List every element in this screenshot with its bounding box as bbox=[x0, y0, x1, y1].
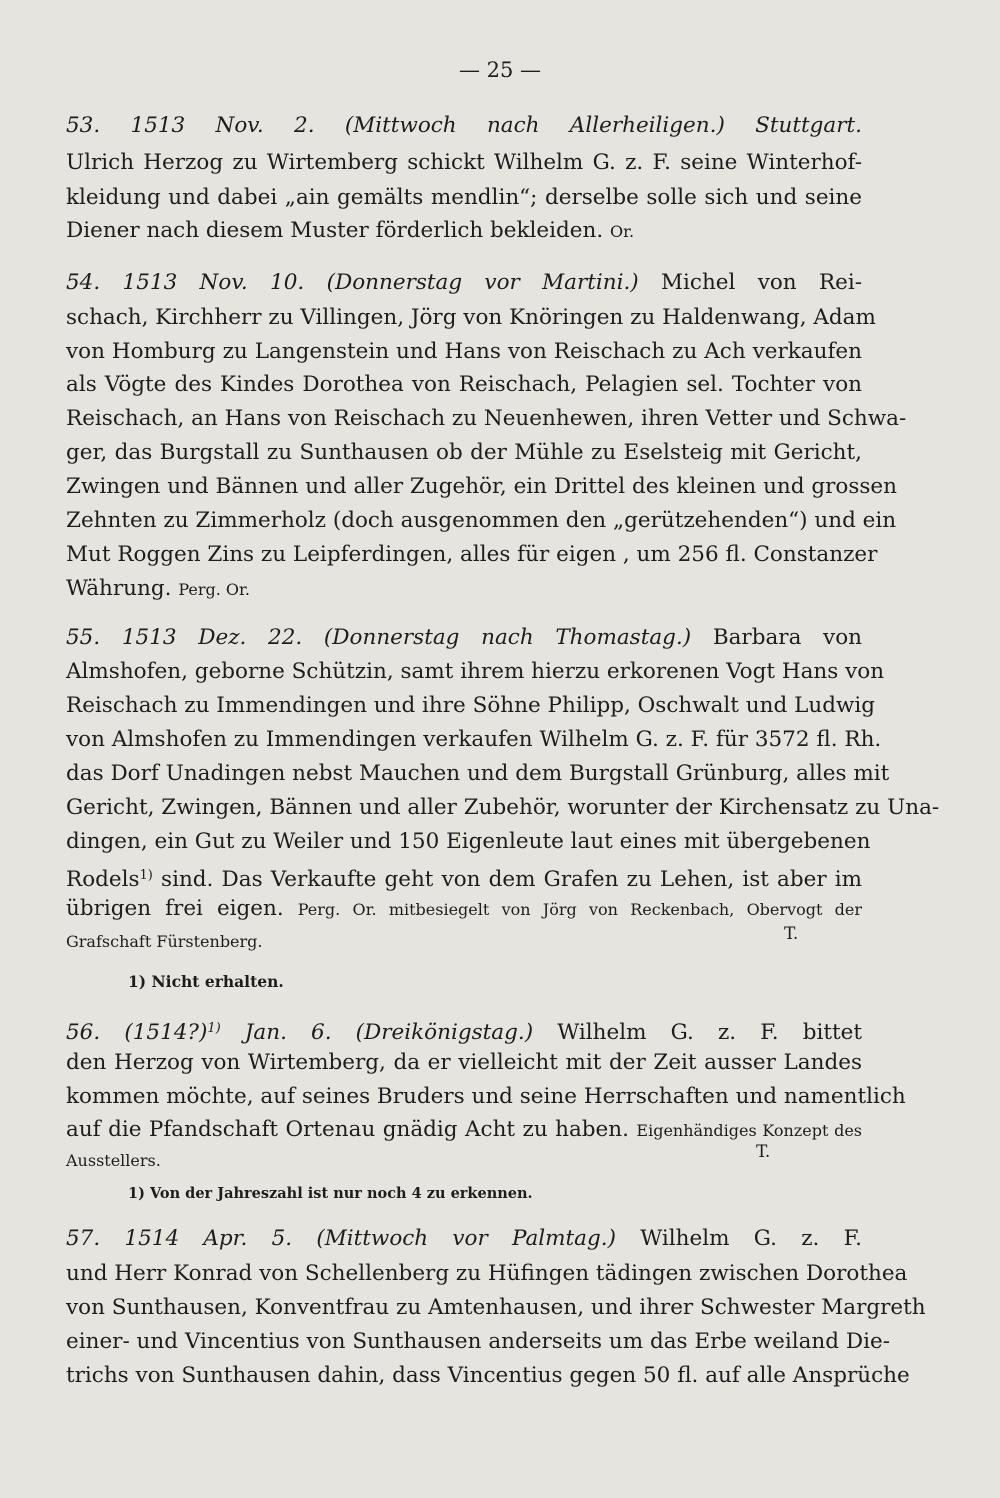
entry-text: Michel von Rei- bbox=[661, 270, 863, 295]
text-line: von Homburg zu Langenstein und Hans von Reischach zu Ach verkaufen bbox=[66, 339, 862, 364]
text-line: trichs von Sunthausen dahin, dass Vincentius gegen 50 fl. auf alle Ansprüche bbox=[66, 1363, 910, 1388]
source-note: Ausstellers. bbox=[66, 1151, 161, 1170]
footnote-ref: 1) bbox=[139, 868, 153, 883]
text-line: schach, Kirchherr zu Villingen, Jörg von Knöringen zu Haldenwang, Adam bbox=[66, 305, 876, 330]
entry-feastday: (Mittwoch vor Palmtag.) bbox=[316, 1226, 616, 1251]
entry-date-day: Jan. 6. bbox=[244, 1020, 332, 1045]
text-line: als Vögte des Kindes Dorothea von Reischach, Pelagien sel. Tochter von bbox=[66, 372, 862, 397]
entry-date: 1513 Nov. 2. bbox=[130, 113, 315, 138]
text-line: von Sunthausen, Konventfrau zu Amtenhausen, und ihrer Schwester Margreth bbox=[66, 1295, 926, 1320]
text-line: einer- und Vincentius von Sunthausen anderseits um das Erbe weiland Die- bbox=[66, 1329, 890, 1354]
text-line: übrigen frei eigen. Perg. Or. mitbesiegelt von Jörg von Reckenbach, Obervogt der bbox=[66, 896, 863, 921]
entry-text: Wilhelm G. z. F. bbox=[640, 1226, 862, 1251]
entry-55-heading bbox=[66, 623, 862, 653]
entry-text: Barbara von bbox=[712, 625, 862, 650]
text-line: kommen möchte, auf seines Bruders und seine Herrschaften und namentlich bbox=[66, 1084, 906, 1109]
text-line: Währung. Perg. Or. bbox=[66, 576, 250, 601]
source-note: Eigenhändiges Konzept des bbox=[636, 1121, 862, 1140]
entry-place: Stuttgart. bbox=[755, 113, 862, 138]
text-line: auf die Pfandschaft Ortenau gnädig Acht zu haben. Eigenhändiges Konzept des bbox=[66, 1117, 862, 1142]
text-line: Rodels$^{1)}$ sind. Das Verkaufte geht von dem Grafen zu Lehen, ist aber im bbox=[66, 867, 863, 892]
entry-57-heading bbox=[66, 1224, 862, 1254]
text-line: kleidung und dabei „ain gemälts mendlin“; derselbe solle sich und seine bbox=[66, 185, 862, 210]
text-line: den Herzog von Wirtemberg, da er vielleicht mit der Zeit ausser Landes bbox=[66, 1050, 862, 1075]
text-line: Zwingen und Bännen und aller Zugehör, ein Drittel des kleinen und grossen bbox=[66, 474, 897, 499]
entry-56-heading bbox=[66, 1014, 862, 1048]
entry-date: (1514?)$^{1)}$ bbox=[124, 1020, 221, 1045]
entry-feastday: (Mittwoch nach Allerheiligen.) bbox=[344, 113, 725, 138]
mark-t: T. bbox=[784, 924, 799, 944]
text-line: Ulrich Herzog zu Wirtemberg schickt Wilhelm G. z. F. seine Winterhof- bbox=[66, 150, 862, 175]
entry-date: 1513 Dez. 22. bbox=[121, 625, 303, 650]
text-line: Almshofen, geborne Schützin, samt ihrem hierzu erkorenen Vogt Hans von bbox=[66, 659, 885, 684]
source-note: Or. bbox=[610, 222, 635, 241]
entry-54-heading bbox=[66, 268, 862, 298]
text-line: das Dorf Unadingen nebst Mauchen und dem Burgstall Grünburg, alles mit bbox=[66, 761, 890, 786]
entry-feastday: (Donnerstag vor Martini.) bbox=[326, 270, 639, 295]
entry-number: 53. bbox=[66, 113, 101, 138]
footnote: 1) Von der Jahreszahl ist nur noch 4 zu erkennen. bbox=[128, 1185, 533, 1202]
text-line: Diener nach diesem Muster förderlich bekleiden. Or. bbox=[66, 218, 635, 243]
page-number: — 25 — bbox=[458, 58, 542, 82]
entry-date: 1514 Apr. 5. bbox=[124, 1226, 293, 1251]
entry-53-heading bbox=[66, 111, 862, 141]
text-line: ger, das Burgstall zu Sunthausen ob der Mühle zu Eselsteig mit Gericht, bbox=[66, 440, 862, 465]
source-note: Grafschaft Fürstenberg. bbox=[66, 932, 263, 951]
entry-number: 54. bbox=[66, 270, 101, 295]
text-line: Mut Roggen Zins zu Leipferdingen, alles für eigen , um 256 fl. Constanzer bbox=[66, 542, 878, 567]
text-line: von Almshofen zu Immendingen verkaufen Wilhelm G. z. F. für 3572 fl. Rh. bbox=[66, 727, 882, 752]
entry-text: Wilhelm G. z. F. bittet bbox=[557, 1020, 862, 1045]
entry-number: 56. bbox=[66, 1020, 101, 1045]
text-line: Reischach zu Immendingen und ihre Söhne Philipp, Oschwalt und Ludwig bbox=[66, 693, 876, 718]
mark-t: T. bbox=[756, 1142, 771, 1162]
entry-number: 55. bbox=[66, 625, 101, 650]
source-note: Perg. Or. mitbesiegelt von Jörg von Reckenbach, Obervogt der bbox=[297, 900, 863, 919]
entry-feastday: (Donnerstag nach Thomastag.) bbox=[323, 625, 692, 650]
source-note: Perg. Or. bbox=[178, 580, 250, 599]
text-line: Zehnten zu Zimmerholz (doch ausgenommen den „gerützehenden“) und ein bbox=[66, 508, 897, 533]
text-line: Gericht, Zwingen, Bännen und aller Zubehör, worunter der Kirchensatz zu Una- bbox=[66, 795, 940, 820]
text-line: dingen, ein Gut zu Weiler und 150 Eigenleute laut eines mit übergebenen bbox=[66, 829, 871, 854]
text-line: und Herr Konrad von Schellenberg zu Hüfingen tädingen zwischen Dorothea bbox=[66, 1261, 908, 1286]
entry-number: 57. bbox=[66, 1226, 101, 1251]
entry-feastday: (Dreikönigstag.) bbox=[355, 1020, 534, 1045]
footnote: 1) Nicht erhalten. bbox=[128, 972, 284, 991]
entry-date: 1513 Nov. 10. bbox=[122, 270, 305, 295]
text-line: Reischach, an Hans von Reischach zu Neuenhewen, ihren Vetter und Schwa- bbox=[66, 406, 907, 431]
